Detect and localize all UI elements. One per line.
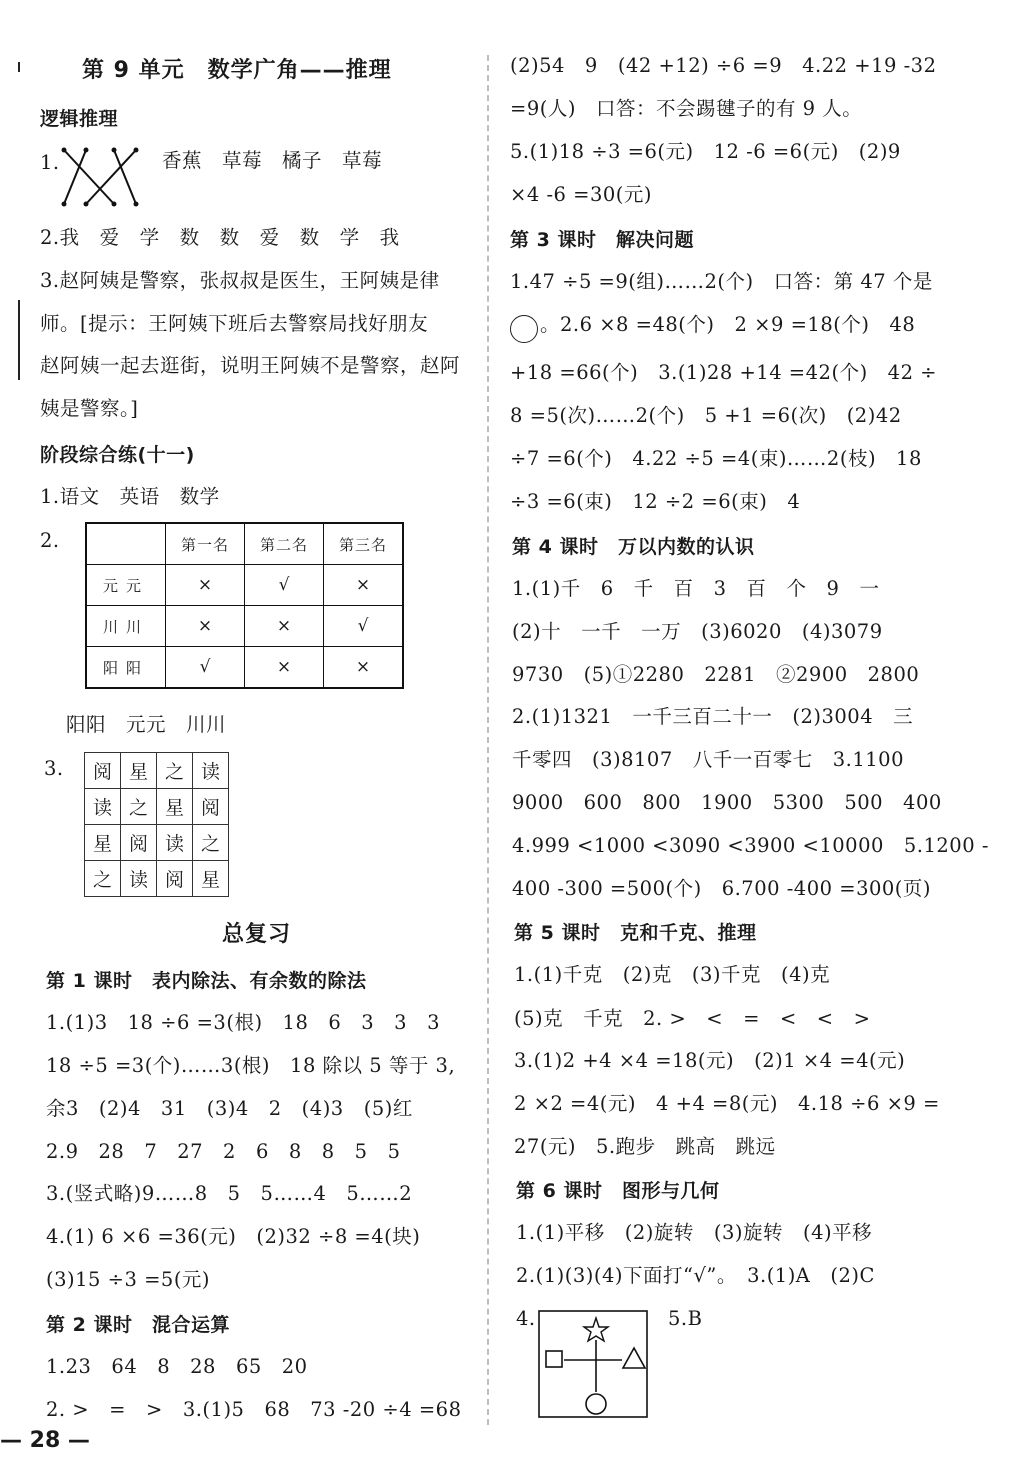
column-divider	[487, 55, 489, 1425]
answer-line: =9(人) 口答：不会踢毽子的有 9 人。	[510, 97, 863, 120]
table-cell: ×	[245, 606, 324, 647]
table-cell: ×	[245, 647, 324, 689]
lesson5-line: (5)克 千克 2. > < = < < >	[514, 1007, 871, 1030]
grid-cell: 阅	[157, 861, 193, 897]
lesson4-line: 9000 600 800 1900 5300 500 400	[512, 791, 942, 814]
lesson3-line: 8 =5(次)……2(个) 5 +1 =6(次) (2)42	[510, 404, 902, 427]
lesson5-line: 27(元) 5.跑步 跳高 跳远	[514, 1135, 776, 1158]
lesson2-line: 2. > = > 3.(1)5 68 73 -20 ÷4 =68	[46, 1398, 462, 1421]
shape-rotation-diagram	[538, 1310, 650, 1420]
table-cell: √	[245, 565, 324, 606]
grid-cell: 阅	[85, 753, 121, 789]
table-row	[86, 606, 403, 647]
table-header: 第二名	[245, 523, 324, 565]
q3-line-4: 姨是警察。]	[40, 397, 139, 420]
lesson4-line: 千零四 (3)8107 八千一百零七 3.1100	[512, 748, 904, 771]
lesson5-line: 3.(1)2 +4 ×4 =18(元) (2)1 ×4 =4(元)	[514, 1049, 906, 1072]
grid-cell: 之	[193, 825, 229, 861]
lesson2-heading: 第 2 课时 混合运算	[46, 1314, 230, 1336]
q3-line-3: 赵阿姨一起去逛街，说明王阿姨不是警察，赵阿	[40, 354, 461, 377]
character-grid	[84, 752, 229, 897]
lesson4-line: 400 -300 =500(个) 6.700 -400 =300(页)	[512, 877, 932, 900]
lesson2-line: 1.23 64 8 28 65 20	[46, 1355, 308, 1378]
lesson3-line: +18 =66(个) 3.(1)28 +14 =42(个) 42 ÷	[510, 361, 938, 384]
table-header: 第三名	[324, 523, 404, 565]
lesson1-line: 3.(竖式略)9……8 5 5……4 5……2	[46, 1182, 413, 1205]
lesson1-heading: 第 1 课时 表内除法、有余数的除法	[46, 970, 367, 992]
table-cell: ×	[166, 606, 245, 647]
grid-cell: 读	[157, 825, 193, 861]
lesson5-heading: 第 5 课时 克和千克、推理	[514, 922, 757, 944]
section-heading-stage: 阶段综合练(十一)	[40, 444, 195, 466]
q1-fruits: 香蕉 草莓 橘子 草莓	[162, 149, 383, 172]
stage-q1: 1.语文 英语 数学	[40, 485, 220, 508]
stage-q3-label: 3.	[44, 757, 64, 780]
answer-line: (2)54 9 (42 +12) ÷6 =9 4.22 +19 -32	[510, 54, 937, 77]
lesson4-line: 4.999 <1000 <3090 <3900 <10000 5.1200 -	[512, 834, 989, 857]
table-header: 第一名	[166, 523, 245, 565]
page-number: — 28 —	[0, 1428, 90, 1453]
table-cell: ×	[324, 647, 404, 689]
table-cell: √	[324, 606, 404, 647]
lesson6-line: 2.(1)(3)(4)下面打“√”。 3.(1)A (2)C	[516, 1264, 875, 1287]
grid-cell: 星	[157, 789, 193, 825]
lesson3-line: 1.47 ÷5 =9(组)……2(个) 口答：第 47 个是	[510, 270, 933, 293]
table-row	[86, 523, 403, 565]
grid-cell: 阅	[121, 825, 157, 861]
lesson3-line: ÷7 =6(个) 4.22 ÷5 =4(束)……2(枝) 18	[510, 447, 922, 470]
lesson4-line: 2.(1)1321 一千三百二十一 (2)3004 三	[512, 705, 914, 728]
grid-cell: 读	[121, 861, 157, 897]
q2-line: 2.我 爱 学 数 数 爱 数 学 我	[40, 226, 400, 249]
table-row	[86, 647, 403, 689]
circle-shape	[510, 315, 538, 343]
table-row	[86, 565, 403, 606]
lesson1-line: 1.(1)3 18 ÷6 =3(根) 18 6 3 3 3	[46, 1011, 440, 1034]
table-row	[85, 825, 229, 861]
lesson4-line: 9730 (5)①2280 2281 ②2900 2800	[512, 663, 920, 686]
review-title: 总复习	[222, 922, 292, 947]
lesson1-line: 18 ÷5 =3(个)……3(根) 18 除以 5 等于 3,	[46, 1054, 456, 1077]
lesson1-line: 2.9 28 7 27 2 6 8 8 5 5	[46, 1140, 401, 1163]
grid-cell: 星	[193, 861, 229, 897]
unit-title: 第 9 单元 数学广角——推理	[82, 58, 392, 83]
table-cell: 阳阳	[86, 647, 166, 689]
q1-label: 1.	[40, 151, 60, 174]
table-cell: 川川	[86, 606, 166, 647]
q3-line-2: 师。[提示：王阿姨下班后去警察局找好朋友	[40, 312, 429, 335]
lesson4-line: 1.(1)千 6 千 百 3 百 个 9 一	[512, 577, 880, 600]
table-cell: 元元	[86, 565, 166, 606]
grid-cell: 阅	[193, 789, 229, 825]
table-row	[85, 861, 229, 897]
lesson6-line: 1.(1)平移 (2)旋转 (3)旋转 (4)平移	[516, 1221, 873, 1244]
answer-line: ×4 -6 =30(元)	[510, 183, 653, 206]
lesson4-line: (2)十 一千 一万 (3)6020 (4)3079	[512, 620, 883, 643]
grid-cell: 读	[193, 753, 229, 789]
lesson3-heading: 第 3 课时 解决问题	[510, 229, 694, 251]
edge-mark	[18, 300, 20, 380]
grid-cell: 星	[121, 753, 157, 789]
lesson1-line: 4.(1) 6 ×6 =36(元) (2)32 ÷8 =4(块)	[46, 1225, 421, 1248]
grid-cell: 读	[85, 789, 121, 825]
lesson3-line: ÷3 =6(束) 12 ÷2 =6(束) 4	[510, 490, 801, 513]
stage-q2-label: 2.	[40, 529, 60, 552]
lesson5-line: 1.(1)千克 (2)克 (3)千克 (4)克	[514, 963, 831, 986]
lesson5-line: 2 ×2 =4(元) 4 +4 =8(元) 4.18 ÷6 ×9 =	[514, 1092, 940, 1115]
lesson6-heading: 第 6 课时 图形与几何	[516, 1180, 720, 1202]
edge-mark	[18, 62, 20, 72]
table-cell: ×	[324, 565, 404, 606]
table-row	[85, 753, 229, 789]
ranking-table	[85, 522, 404, 689]
table-row	[85, 789, 229, 825]
table-cell: ×	[166, 565, 245, 606]
q3-line-1: 3.赵阿姨是警察，张叔叔是医生，王阿姨是律	[40, 269, 440, 292]
lesson1-line: (3)15 ÷3 =5(元)	[46, 1268, 211, 1291]
table-cell: √	[166, 647, 245, 689]
stage-q2-answer: 阳阳 元元 川川	[66, 713, 227, 736]
grid-cell: 之	[121, 789, 157, 825]
section-heading-logic: 逻辑推理	[40, 108, 119, 130]
grid-cell: 星	[85, 825, 121, 861]
lesson6-q4-label: 4.	[516, 1307, 536, 1330]
lesson3-line: 。2.6 ×8 =48(个) 2 ×9 =18(个) 48	[540, 313, 916, 336]
answer-line: 5.(1)18 ÷3 =6(元) 12 -6 =6(元) (2)9	[510, 140, 901, 163]
lesson4-heading: 第 4 课时 万以内数的认识	[512, 536, 755, 558]
grid-cell: 之	[157, 753, 193, 789]
lesson1-line: 余3 (2)4 31 (3)4 2 (4)3 (5)红	[46, 1097, 413, 1120]
table-cell	[86, 523, 166, 565]
lesson6-q5: 5.B	[668, 1307, 703, 1330]
grid-cell: 之	[85, 861, 121, 897]
